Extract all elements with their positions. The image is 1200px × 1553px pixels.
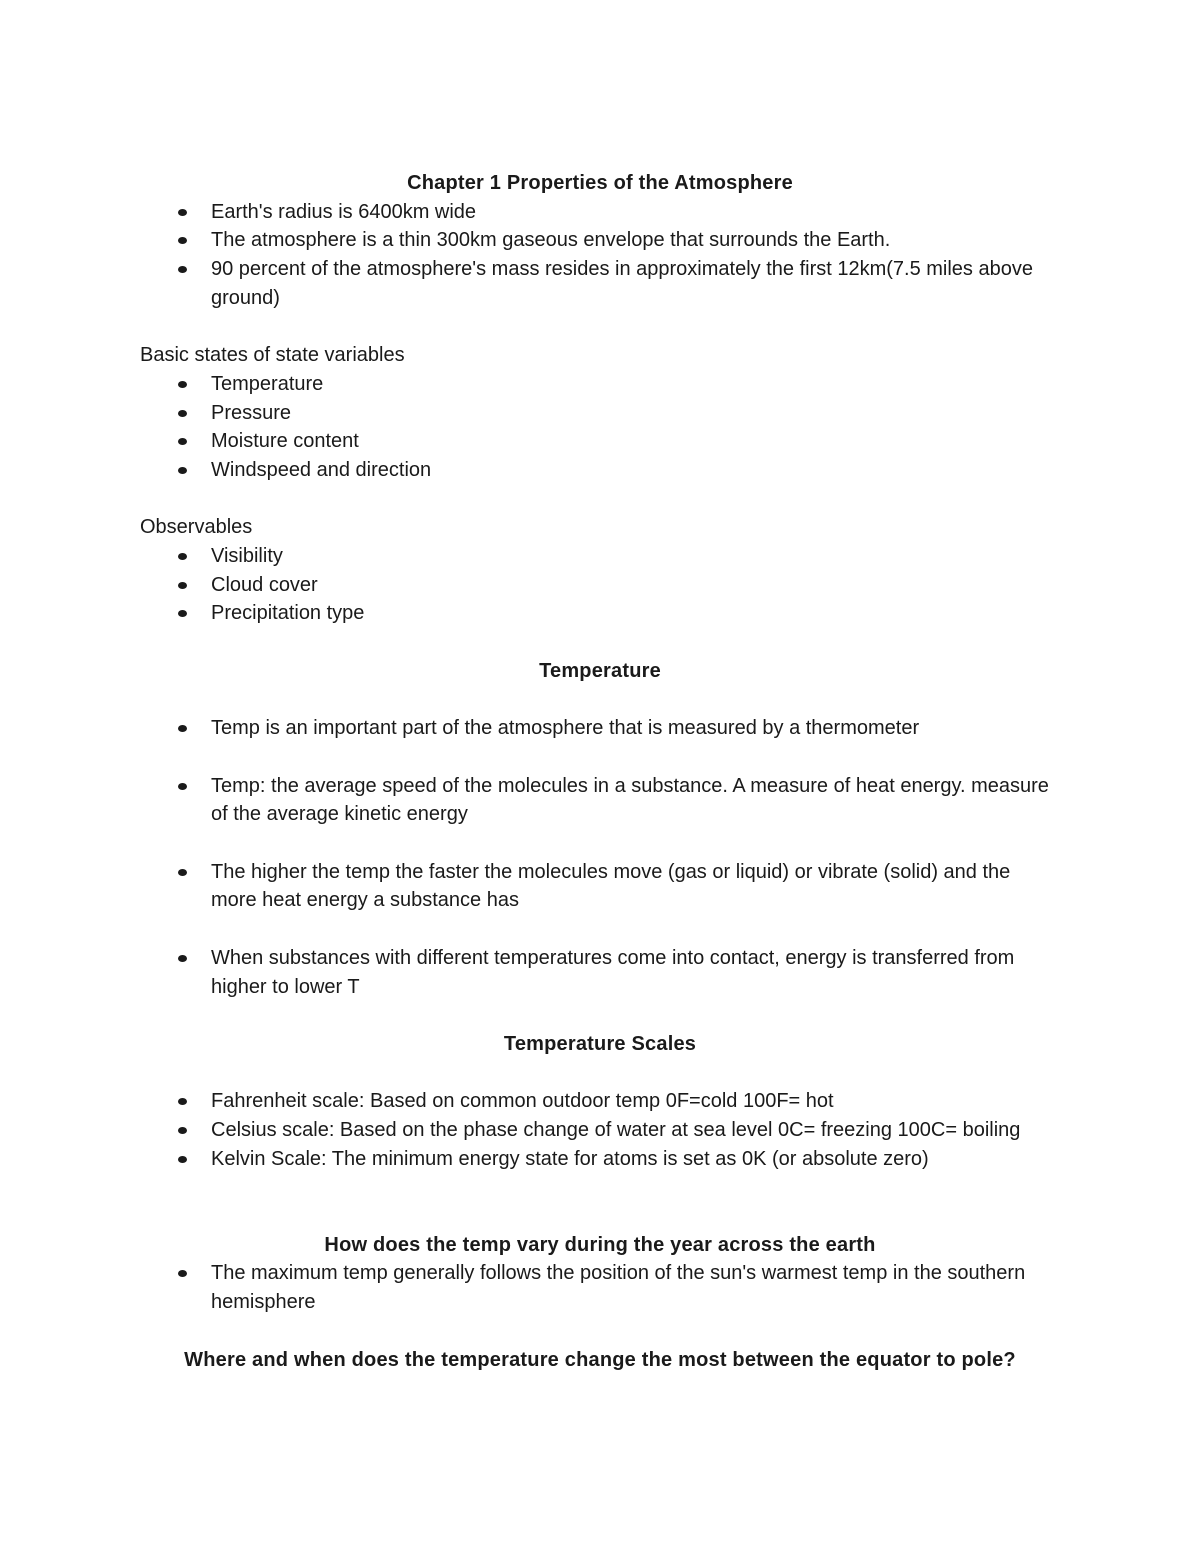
list-item [140, 226, 1060, 255]
bullet-icon [178, 1127, 187, 1134]
list-item [140, 399, 1060, 428]
list-item [140, 1259, 1060, 1316]
intro-list [140, 198, 1060, 313]
list-item [140, 1087, 1060, 1116]
document-page [140, 169, 1060, 1374]
list-item-text: Moisture content [211, 430, 359, 453]
final-question-heading: Where and when does the temperature change the most between the equator to pole? [184, 1348, 1016, 1371]
list-item-text: The maximum temp generally follows the position of the sun's warmest temp in the southern hemisphere [211, 1262, 1026, 1314]
list-item-text: Kelvin Scale: The minimum energy state for atoms is set as 0K (or absolute zero) [211, 1147, 929, 1170]
list-item [140, 944, 1060, 1001]
bullet-icon [178, 438, 187, 445]
list-item [140, 255, 1060, 312]
temperature-list [140, 772, 1060, 829]
observables-label: Observables [140, 516, 253, 539]
list-item-text: Temp: the average speed of the molecules in a substance. A measure of heat energy. measure of the average kinetic energy [211, 774, 1049, 826]
bullet-icon [178, 209, 187, 216]
list-item [140, 599, 1060, 628]
list-item [140, 1145, 1060, 1174]
list-item [140, 542, 1060, 571]
bullet-icon [178, 725, 187, 732]
list-item-text: Temperature [211, 372, 324, 395]
list-item-text: The higher the temp the faster the molecules move (gas or liquid) or vibrate (solid) and the more heat energy a substance has [211, 860, 1011, 912]
bullet-icon [178, 869, 187, 876]
temperature-heading: Temperature [539, 659, 661, 682]
bullet-icon [178, 955, 187, 962]
list-item-text: Precipitation type [211, 602, 365, 625]
list-item-text: When substances with different temperatures come into contact, energy is transferred from higher to lower T [211, 946, 1015, 998]
basic-states-label: Basic states of state variables [140, 344, 405, 367]
list-item-text: Cloud cover [211, 573, 318, 596]
bullet-icon [178, 1270, 187, 1277]
list-item-text: Temp is an important part of the atmosphere that is measured by a thermometer [211, 717, 920, 740]
bullet-icon [178, 610, 187, 617]
temperature-list [140, 714, 1060, 743]
yearly-variation-heading: How does the temp vary during the year across the earth [324, 1233, 876, 1256]
bullet-icon [178, 553, 187, 560]
list-item-text: Windspeed and direction [211, 458, 432, 481]
list-item-text: Fahrenheit scale: Based on common outdoor temp 0F=cold 100F= hot [211, 1090, 834, 1113]
list-item-text: Earth's radius is 6400km wide [211, 200, 477, 223]
list-item [140, 772, 1060, 829]
bullet-icon [178, 410, 187, 417]
bullet-icon [178, 1098, 187, 1105]
list-item [140, 1116, 1060, 1145]
list-item [140, 198, 1060, 227]
scales-list [140, 1087, 1060, 1173]
temperature-scales-heading: Temperature Scales [503, 1032, 697, 1055]
bullet-icon [178, 1156, 187, 1163]
temperature-list [140, 858, 1060, 915]
bullet-icon [178, 467, 187, 474]
list-item [140, 370, 1060, 399]
temperature-list [140, 944, 1060, 1001]
list-item-text: 90 percent of the atmosphere's mass resides in approximately the first 12km(7.5 miles above ground) [211, 258, 1033, 309]
bullet-icon [178, 381, 187, 388]
yearly-list [140, 1259, 1060, 1316]
bullet-icon [178, 266, 187, 273]
list-item [140, 427, 1060, 456]
list-item [140, 571, 1060, 600]
list-item-text: Pressure [211, 401, 292, 424]
list-item-text: Celsius scale: Based on the phase change of water at sea level 0C= freezing 100C= boiling [211, 1118, 1021, 1141]
bullet-icon [178, 783, 187, 790]
list-item [140, 456, 1060, 485]
list-item-text: Visibility [211, 545, 283, 568]
observables-list [140, 542, 1060, 628]
list-item-text: The atmosphere is a thin 300km gaseous envelope that surrounds the Earth. [211, 229, 891, 252]
bullet-icon [178, 582, 187, 589]
list-item [140, 858, 1060, 915]
list-item [140, 714, 1060, 743]
bullet-icon [178, 237, 187, 244]
chapter-title: Chapter 1 Properties of the Atmosphere [407, 172, 793, 194]
basic-states-list [140, 370, 1060, 485]
